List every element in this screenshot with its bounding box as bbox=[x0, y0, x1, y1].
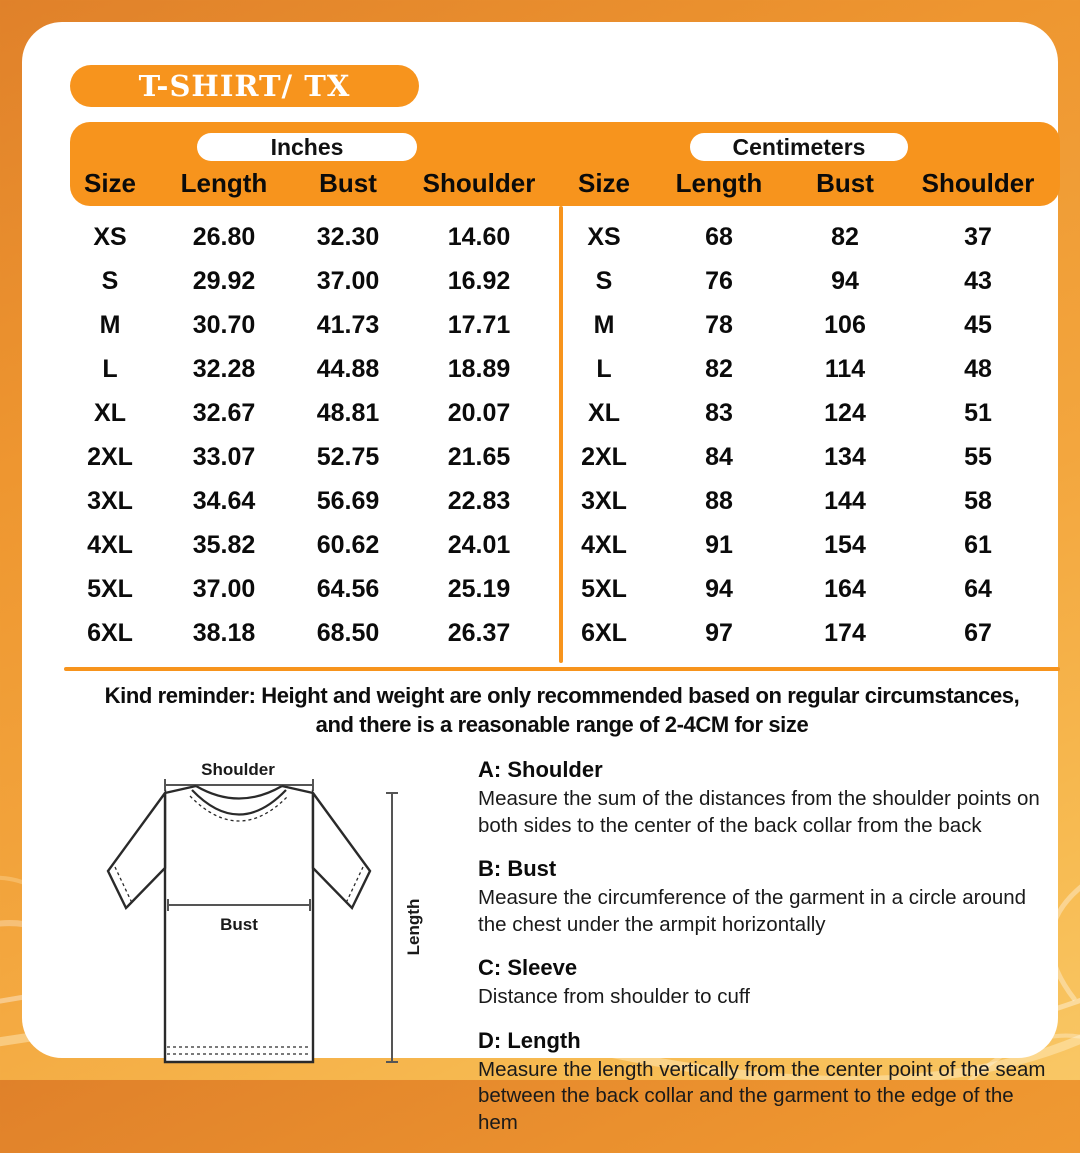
measurement-instructions bbox=[478, 757, 1058, 1153]
table-row bbox=[70, 259, 560, 303]
table-row bbox=[564, 347, 1060, 391]
table-row bbox=[70, 435, 560, 479]
bust-dim-label: Bust bbox=[220, 915, 258, 934]
size-cell: 2XL bbox=[87, 442, 133, 471]
table-row bbox=[70, 391, 560, 435]
size-cell: 6XL bbox=[87, 618, 133, 647]
instruction-heading: C: Sleeve bbox=[478, 955, 578, 980]
value-cell: 44.88 bbox=[316, 354, 380, 383]
value-cell: 60.62 bbox=[316, 530, 380, 559]
centimeters-unit-pill bbox=[690, 133, 908, 161]
cm-column-headers bbox=[564, 164, 1060, 202]
value-cell: 24.01 bbox=[447, 530, 511, 559]
value-cell: 32.67 bbox=[192, 398, 256, 427]
size-cell: XS bbox=[587, 222, 621, 251]
table-row bbox=[70, 347, 560, 391]
instruction-body: Measure the circumference of the garment in a circle around the chest under the armpit horizontally bbox=[478, 886, 1027, 936]
inches-unit-label: Inches bbox=[270, 133, 344, 160]
table-row bbox=[70, 611, 560, 655]
instruction-sleeve bbox=[478, 955, 1058, 1011]
value-cell: 97 bbox=[705, 618, 733, 647]
value-cell: 18.89 bbox=[447, 354, 511, 383]
value-cell: 43 bbox=[964, 266, 992, 295]
size-cell: M bbox=[99, 310, 121, 339]
value-cell: 67 bbox=[964, 618, 992, 647]
table-row bbox=[564, 259, 1060, 303]
value-cell: 45 bbox=[964, 310, 992, 339]
tshirt-measure-diagram bbox=[92, 755, 452, 1087]
size-chart-card bbox=[22, 22, 1058, 1134]
table-row bbox=[564, 303, 1060, 347]
value-cell: 64.56 bbox=[316, 574, 380, 603]
table-row bbox=[564, 611, 1060, 655]
size-cell: 4XL bbox=[581, 530, 627, 559]
value-cell: 32.28 bbox=[192, 354, 256, 383]
size-cell: XL bbox=[94, 398, 126, 427]
reminder-line-2: and there is a reasonable range of 2-4CM for size bbox=[315, 712, 809, 737]
size-cell: 5XL bbox=[581, 574, 627, 603]
shoulder-dim-label: Shoulder bbox=[201, 760, 275, 779]
value-cell: 25.19 bbox=[447, 574, 511, 603]
vertical-table-divider bbox=[559, 206, 563, 663]
value-cell: 68.50 bbox=[316, 618, 380, 647]
kind-reminder-text bbox=[62, 681, 1062, 739]
instruction-length bbox=[478, 1028, 1058, 1137]
table-row bbox=[70, 215, 560, 259]
value-cell: 21.65 bbox=[447, 442, 511, 471]
table-row bbox=[70, 479, 560, 523]
value-cell: 35.82 bbox=[192, 530, 256, 559]
table-row bbox=[564, 435, 1060, 479]
horizontal-section-divider bbox=[64, 667, 1060, 671]
reminder-line-1: Kind reminder: Height and weight are only recommended based on regular circumstances, bbox=[104, 683, 1020, 708]
centimeters-unit-label: Centimeters bbox=[732, 133, 866, 160]
value-cell: 114 bbox=[824, 354, 866, 383]
inches-size-table bbox=[70, 215, 560, 655]
value-cell: 82 bbox=[831, 222, 859, 251]
value-cell: 37 bbox=[964, 222, 992, 251]
column-header-size: Size bbox=[577, 167, 631, 198]
table-row bbox=[70, 567, 560, 611]
size-cell: S bbox=[595, 266, 613, 295]
size-cell: XS bbox=[93, 222, 127, 251]
value-cell: 56.69 bbox=[316, 486, 380, 515]
title-badge bbox=[70, 65, 419, 107]
value-cell: 48.81 bbox=[316, 398, 380, 427]
table-row bbox=[564, 391, 1060, 435]
value-cell: 26.37 bbox=[447, 618, 511, 647]
column-header-length: Length bbox=[180, 167, 268, 198]
value-cell: 154 bbox=[824, 530, 866, 559]
column-header-shoulder: Shoulder bbox=[422, 167, 536, 198]
instruction-heading: B: Bust bbox=[478, 856, 557, 881]
value-cell: 83 bbox=[705, 398, 733, 427]
value-cell: 22.83 bbox=[447, 486, 511, 515]
size-cell: 3XL bbox=[581, 486, 627, 515]
size-cell: 3XL bbox=[87, 486, 133, 515]
value-cell: 30.70 bbox=[192, 310, 256, 339]
value-cell: 64 bbox=[964, 574, 992, 603]
table-row bbox=[564, 215, 1060, 259]
size-cell: 6XL bbox=[581, 618, 627, 647]
table-header-band bbox=[70, 122, 1060, 206]
value-cell: 84 bbox=[705, 442, 733, 471]
value-cell: 41.73 bbox=[316, 310, 380, 339]
size-cell: 2XL bbox=[581, 442, 627, 471]
value-cell: 144 bbox=[824, 486, 866, 515]
value-cell: 26.80 bbox=[192, 222, 256, 251]
column-header-bust: Bust bbox=[816, 167, 874, 198]
value-cell: 52.75 bbox=[316, 442, 380, 471]
inches-column-headers bbox=[70, 164, 560, 202]
size-cell: 4XL bbox=[87, 530, 133, 559]
value-cell: 33.07 bbox=[192, 442, 256, 471]
size-cell: 5XL bbox=[87, 574, 133, 603]
value-cell: 20.07 bbox=[447, 398, 511, 427]
inches-unit-pill bbox=[197, 133, 417, 161]
table-row bbox=[564, 567, 1060, 611]
size-cell: L bbox=[596, 354, 612, 383]
value-cell: 14.60 bbox=[447, 222, 511, 251]
value-cell: 16.92 bbox=[447, 266, 511, 295]
value-cell: 34.64 bbox=[192, 486, 256, 515]
value-cell: 51 bbox=[964, 398, 992, 427]
length-dim-label: Length bbox=[404, 898, 423, 956]
value-cell: 48 bbox=[964, 354, 992, 383]
value-cell: 38.18 bbox=[192, 618, 256, 647]
instruction-heading: A: Shoulder bbox=[478, 757, 603, 782]
value-cell: 61 bbox=[964, 530, 992, 559]
instruction-body: Measure the sum of the distances from the shoulder points on both sides to the center of the back collar from the back bbox=[478, 787, 1040, 837]
value-cell: 37.00 bbox=[316, 266, 380, 295]
value-cell: 29.92 bbox=[192, 266, 256, 295]
size-cell: S bbox=[101, 266, 119, 295]
value-cell: 124 bbox=[824, 398, 866, 427]
table-row bbox=[564, 479, 1060, 523]
column-header-size: Size bbox=[83, 167, 137, 198]
value-cell: 134 bbox=[824, 442, 866, 471]
value-cell: 82 bbox=[705, 354, 733, 383]
value-cell: 94 bbox=[705, 574, 733, 603]
column-header-length: Length bbox=[675, 167, 763, 198]
value-cell: 106 bbox=[824, 310, 866, 339]
size-cell: XL bbox=[588, 398, 620, 427]
value-cell: 94 bbox=[831, 266, 859, 295]
column-header-shoulder: Shoulder bbox=[921, 167, 1035, 198]
value-cell: 78 bbox=[705, 310, 733, 339]
value-cell: 68 bbox=[705, 222, 733, 251]
value-cell: 17.71 bbox=[447, 310, 511, 339]
value-cell: 174 bbox=[824, 618, 866, 647]
table-row bbox=[564, 523, 1060, 567]
title-badge-label: T-SHIRT/ TX bbox=[138, 69, 351, 103]
value-cell: 32.30 bbox=[316, 222, 380, 251]
value-cell: 164 bbox=[824, 574, 866, 603]
value-cell: 58 bbox=[964, 486, 992, 515]
table-row bbox=[70, 303, 560, 347]
table-row bbox=[70, 523, 560, 567]
value-cell: 55 bbox=[964, 442, 992, 471]
instruction-body: Distance from shoulder to cuff bbox=[478, 985, 750, 1008]
column-header-bust: Bust bbox=[319, 167, 377, 198]
size-cell: M bbox=[593, 310, 615, 339]
cm-size-table bbox=[564, 215, 1060, 655]
value-cell: 91 bbox=[705, 530, 733, 559]
size-cell: L bbox=[102, 354, 118, 383]
value-cell: 76 bbox=[705, 266, 733, 295]
instruction-body: Measure the length vertically from the center point of the seam between the back collar and the garment to the edge of the hem bbox=[478, 1057, 1046, 1134]
instruction-heading: D: Length bbox=[478, 1027, 581, 1053]
value-cell: 88 bbox=[705, 486, 733, 515]
value-cell: 37.00 bbox=[192, 574, 256, 603]
instruction-shoulder bbox=[478, 757, 1058, 839]
instruction-bust bbox=[478, 856, 1058, 938]
